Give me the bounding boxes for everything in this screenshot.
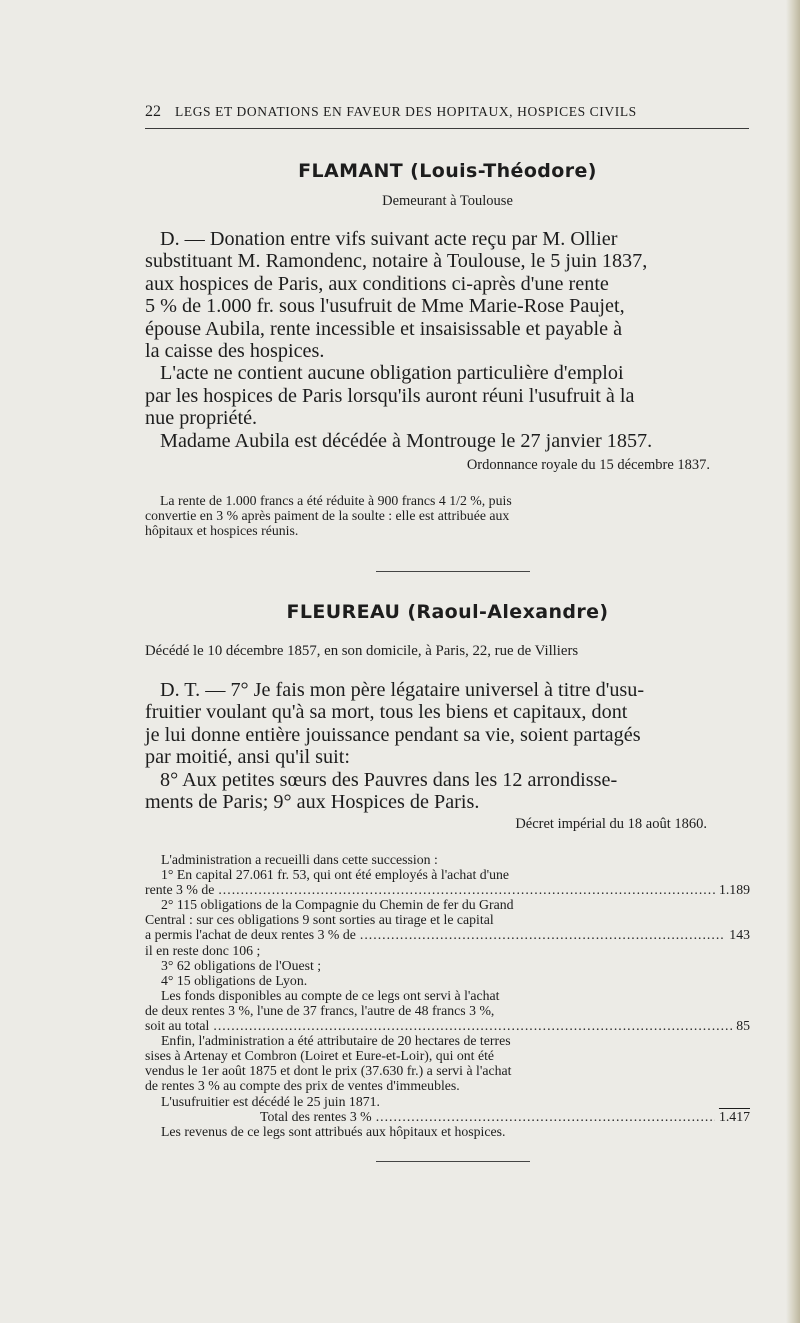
account-line: sises à Artenay et Combron (Loiret et Eure-et-Loir), qui ont été <box>145 1048 495 1064</box>
account-line: Enfin, l'administration a été attributaire de 20 hectares de terres <box>161 1033 511 1049</box>
ordinance-note: Ordonnance royale du 15 décembre 1837. <box>466 457 710 473</box>
account-line: 2° 115 obligations de la Compagnie du Chemin de fer du Grand <box>161 897 514 913</box>
total-amount: 1.417 <box>718 1108 750 1124</box>
note-line: hôpitaux et hospices réunis. <box>145 523 299 539</box>
administration-account <box>145 852 750 1139</box>
account-line: L'usufruitier est décédé le 25 juin 1871. <box>161 1093 380 1109</box>
row-amount: 1.189 <box>718 882 750 898</box>
entry-residence: Demeurant à Toulouse <box>382 193 513 209</box>
account-row-rente <box>145 882 750 897</box>
account-row-deux-rentes <box>145 927 750 942</box>
page-edge-shadow <box>786 0 800 1323</box>
row-amount: 143 <box>729 927 750 943</box>
row-label: soit au total <box>145 1018 210 1034</box>
note-line: La rente de 1.000 francs a été réduite à 900 francs 4 1/2 %, puis <box>160 493 512 508</box>
note-line: convertie en 3 % après paiment de la soulte : elle est attribuée aux <box>145 508 510 524</box>
account-line: il en reste donc 106 ; <box>145 942 261 958</box>
body-line: je lui donne entière jouissance pendant sa vie, soient partagés <box>145 723 641 746</box>
leader-dots <box>213 1018 732 1033</box>
row-label: rente 3 % de <box>145 882 215 898</box>
section-divider <box>376 1161 530 1162</box>
body-line: substituant M. Ramondenc, notaire à Toulouse, le 5 juin 1837, <box>145 250 648 273</box>
body-line: Madame Aubila est décédée à Montrouge le 27 janvier 1857. <box>160 429 653 452</box>
entry-title-flamant: FLAMANT (Louis-Théodore) <box>298 160 597 182</box>
account-line: 1° En capital 27.061 fr. 53, qui ont été employés à l'achat d'une <box>161 867 510 883</box>
body-line: aux hospices de Paris, aux conditions ci-après d'une rente <box>145 272 609 295</box>
closing-line: Les revenus de ce legs sont attribués aux hôpitaux et hospices. <box>161 1123 506 1139</box>
body-line: épouse Aubila, rente incessible et insaisissable et payable à <box>145 317 623 340</box>
row-label: a permis l'achat de deux rentes 3 % de <box>145 927 356 943</box>
row-amount: 85 <box>736 1018 750 1034</box>
account-line: vendus le 1er août 1875 et dont le prix (37.630 fr.) a servi à l'achat <box>145 1063 512 1079</box>
body-line: par moitié, ansi qu'il suit: <box>145 746 350 769</box>
account-line: de deux rentes 3 %, l'une de 37 francs, l'autre de 48 francs 3 %, <box>145 1002 495 1018</box>
running-header <box>145 103 750 121</box>
page-number: 22 <box>145 103 161 120</box>
body-line: D. T. — 7° Je fais mon père légataire universel à titre d'usu- <box>160 679 645 701</box>
entry2-body <box>145 679 760 814</box>
body-line: nue propriété. <box>145 407 258 430</box>
account-line: de rentes 3 % au compte des prix de ventes d'immeubles. <box>145 1078 460 1094</box>
body-line: ments de Paris; 9° aux Hospices de Paris. <box>145 791 480 814</box>
body-line: par les hospices de Paris lorsqu'ils auront réuni l'usufruit à la <box>145 384 635 407</box>
body-line: fruitier voulant qu'à sa mort, tous les biens et capitaux, dont <box>145 701 628 724</box>
body-line: la caisse des hospices. <box>145 340 325 363</box>
account-row-total-fonds <box>145 1018 750 1033</box>
leader-dots <box>376 1109 715 1124</box>
account-row-total <box>145 1109 750 1124</box>
body-line: L'acte ne contient aucune obligation particulière d'emploi <box>160 362 624 385</box>
account-line: Les fonds disponibles au compte de ce legs ont servi à l'achat <box>161 987 500 1003</box>
entry-title-fleureau: FLEUREAU (Raoul-Alexandre) <box>286 601 609 623</box>
leader-dots <box>360 927 725 942</box>
account-line: 4° 15 obligations de Lyon. <box>161 972 308 988</box>
leader-dots <box>218 882 715 897</box>
account-line: Central : sur ces obligations 9 sont sorties au tirage et le capital <box>145 912 494 928</box>
running-title: LEGS ET DONATIONS EN FAVEUR DES HOPITAUX, HOSPICES CIVILS <box>175 104 637 119</box>
account-intro: L'administration a recueilli dans cette succession : <box>161 852 438 867</box>
body-line: 5 % de 1.000 fr. sous l'usufruit de Mme Marie-Rose Paujet, <box>145 295 625 318</box>
decree-note: Décret impérial du 18 août 1860. <box>515 816 707 832</box>
entry1-body <box>145 228 760 452</box>
header-rule <box>145 128 749 129</box>
body-line: 8° Aux petites sœurs des Pauvres dans les 12 arrondisse- <box>160 768 618 791</box>
account-line: 3° 62 obligations de l'Ouest ; <box>161 957 322 973</box>
section-divider <box>376 571 530 572</box>
row-label: Total des rentes 3 % <box>260 1108 372 1124</box>
death-note: Décédé le 10 décembre 1857, en son domicile, à Paris, 22, rue de Villiers <box>145 643 579 659</box>
body-line: D. — Donation entre vifs suivant acte reçu par M. Ollier <box>160 228 618 250</box>
entry1-note <box>145 493 760 539</box>
